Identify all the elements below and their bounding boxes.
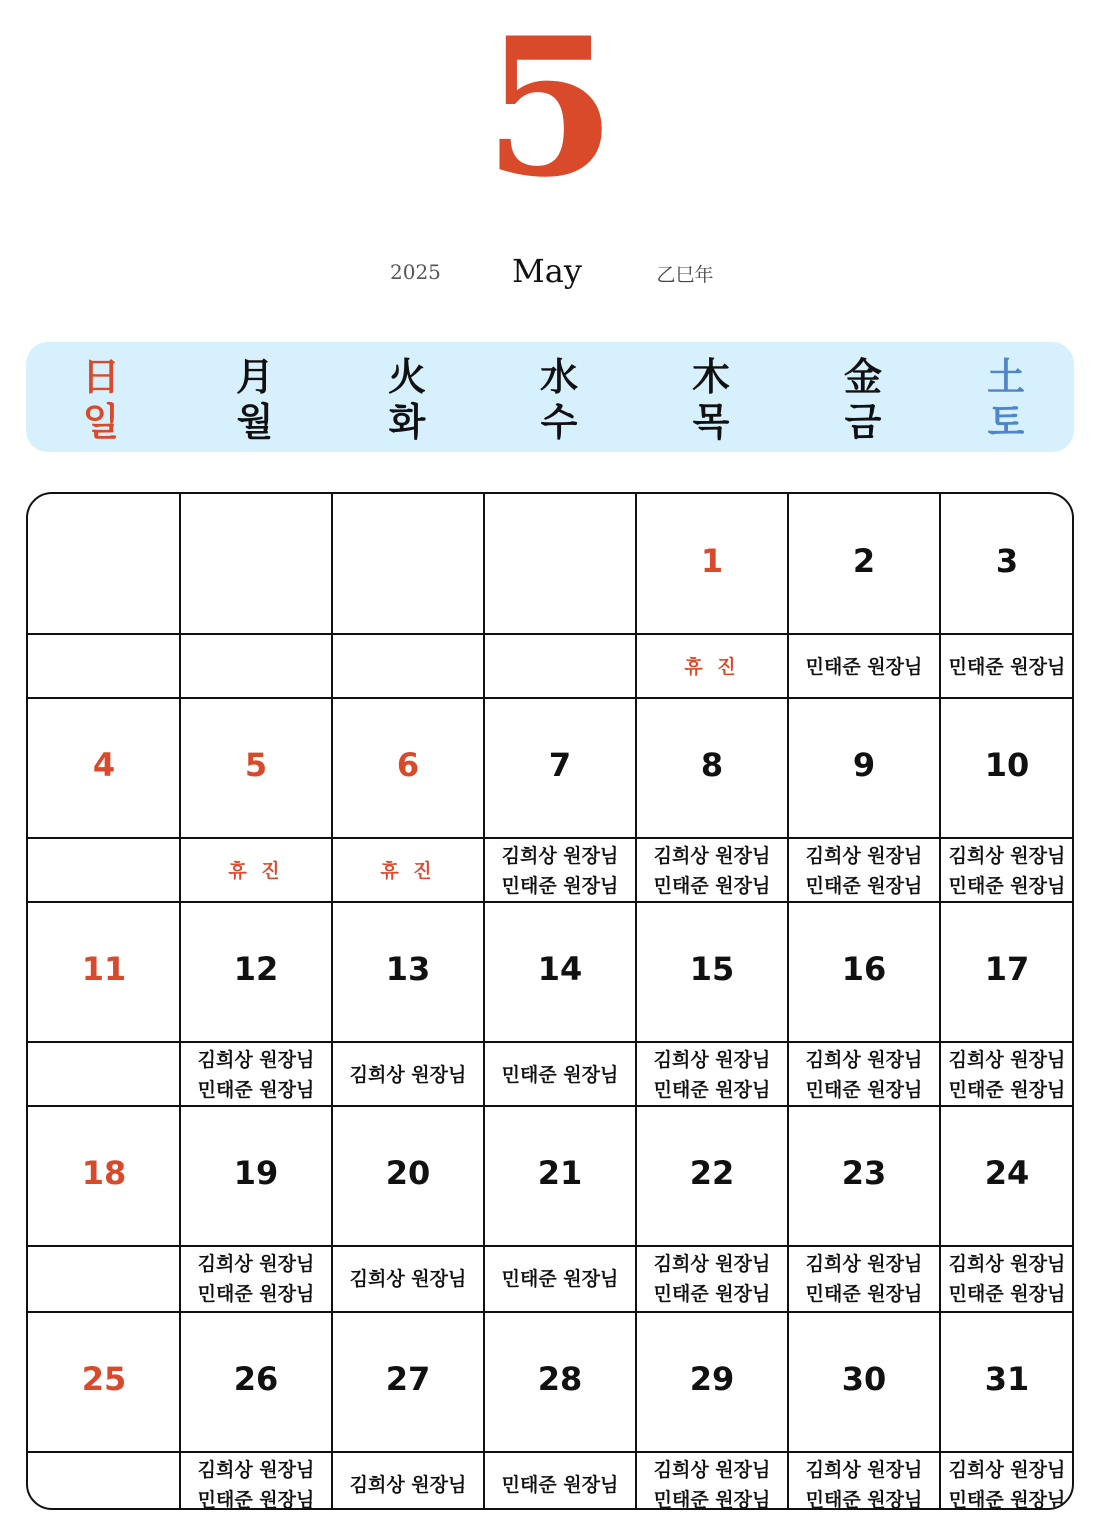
doctor-schedule-label: 김희상 원장님 (805, 845, 923, 867)
day-number: 6 (396, 746, 420, 784)
weekday-hanja: 火 (387, 354, 426, 399)
day-number: 12 (233, 950, 279, 988)
day-number: 3 (995, 542, 1019, 580)
doctor-schedule-label: 민태준 원장님 (197, 1079, 315, 1101)
day-number: 13 (385, 950, 431, 988)
doctor-schedule-label: 김희상 원장님 (653, 1459, 771, 1481)
doctor-schedule-label: 김희상 원장님 (805, 1459, 923, 1481)
weekday-korean: 화 (388, 400, 426, 444)
weekday-korean: 수 (540, 400, 578, 444)
month-name: May (512, 252, 582, 290)
grid-column-divider (179, 494, 181, 1508)
day-number: 27 (385, 1360, 431, 1398)
grid-column-divider (331, 494, 333, 1508)
weekday-wednesday (484, 354, 634, 444)
doctor-schedule-label: 김희상 원장님 (805, 1049, 923, 1071)
doctor-schedule-label: 민태준 원장님 (197, 1283, 315, 1305)
day-schedule (332, 838, 484, 904)
doctor-schedule-label: 민태준 원장님 (805, 656, 923, 678)
day-number: 23 (841, 1154, 887, 1192)
day-number: 16 (841, 950, 887, 988)
doctor-schedule-label: 민태준 원장님 (805, 1283, 923, 1305)
day-schedule (940, 1042, 1074, 1108)
month-subheader (0, 250, 1100, 294)
doctor-schedule-label: 민태준 원장님 (501, 875, 619, 897)
day-number: 31 (984, 1360, 1030, 1398)
day-number: 1 (700, 542, 724, 580)
day-schedule (484, 1042, 636, 1108)
day-schedule (484, 838, 636, 904)
day-number: 9 (852, 746, 876, 784)
day-number: 14 (537, 950, 583, 988)
doctor-schedule-label: 민태준 원장님 (501, 1064, 619, 1086)
day-number: 26 (233, 1360, 279, 1398)
doctor-schedule-label: 김희상 원장님 (653, 845, 771, 867)
doctor-schedule-label: 김희상 원장님 (349, 1064, 467, 1086)
day-number: 17 (984, 950, 1030, 988)
weekday-hanja: 日 (81, 354, 120, 399)
doctor-schedule-label: 민태준 원장님 (805, 1079, 923, 1101)
day-number: 24 (984, 1154, 1030, 1192)
day-number: 21 (537, 1154, 583, 1192)
day-schedule (940, 1246, 1074, 1312)
day-schedule (788, 1452, 940, 1510)
day-number: 25 (81, 1360, 127, 1398)
doctor-schedule-label: 민태준 원장님 (653, 1283, 771, 1305)
month-number: 5 (483, 0, 617, 219)
grid-column-divider (483, 494, 485, 1508)
calendar-grid (26, 492, 1074, 1510)
doctor-schedule-label: 민태준 원장님 (653, 875, 771, 897)
doctor-schedule-label: 민태준 원장님 (653, 1079, 771, 1101)
day-number: 20 (385, 1154, 431, 1192)
doctor-schedule-label: 김희상 원장님 (948, 1459, 1066, 1481)
doctor-schedule-label: 김희상 원장님 (197, 1253, 315, 1275)
weekday-thursday (636, 354, 786, 444)
day-schedule (788, 1246, 940, 1312)
day-number: 15 (689, 950, 735, 988)
doctor-schedule-label: 민태준 원장님 (197, 1489, 315, 1510)
ganji-year-label: 乙巳年 (656, 264, 714, 286)
day-schedule (636, 1042, 788, 1108)
day-number: 7 (548, 746, 572, 784)
doctor-schedule-label: 김희상 원장님 (805, 1253, 923, 1275)
doctor-schedule-label: 민태준 원장님 (501, 1474, 619, 1496)
doctor-schedule-label: 민태준 원장님 (805, 1489, 923, 1510)
day-schedule (788, 1042, 940, 1108)
weekday-hanja: 木 (691, 354, 730, 399)
doctor-schedule-label: 김희상 원장님 (501, 845, 619, 867)
year-label: 2025 (390, 260, 441, 284)
day-number: 11 (81, 950, 127, 988)
doctor-schedule-label: 김희상 원장님 (653, 1049, 771, 1071)
doctor-schedule-label: 민태준 원장님 (805, 875, 923, 897)
weekday-saturday (931, 354, 1081, 444)
day-schedule (940, 1452, 1074, 1510)
weekday-sunday (26, 354, 176, 444)
weekday-header (26, 342, 1074, 452)
doctor-schedule-label: 민태준 원장님 (948, 1283, 1066, 1305)
day-number: 29 (689, 1360, 735, 1398)
day-schedule (940, 838, 1074, 904)
weekday-korean: 월 (236, 400, 274, 444)
doctor-schedule-label: 김희상 원장님 (197, 1459, 315, 1481)
weekday-friday (788, 354, 938, 444)
weekday-korean: 목 (692, 400, 730, 444)
weekday-korean: 일 (82, 400, 120, 444)
day-number: 19 (233, 1154, 279, 1192)
weekday-tuesday (332, 354, 482, 444)
doctor-schedule-label: 김희상 원장님 (197, 1049, 315, 1071)
weekday-hanja: 金 (843, 354, 882, 399)
day-number: 4 (92, 746, 116, 784)
doctor-schedule-label: 민태준 원장님 (501, 1268, 619, 1290)
day-number: 10 (984, 746, 1030, 784)
doctor-schedule-label: 민태준 원장님 (948, 656, 1066, 678)
day-schedule (180, 1246, 332, 1312)
day-number: 22 (689, 1154, 735, 1192)
weekday-hanja: 土 (986, 354, 1025, 399)
closed-label: 휴 진 (684, 656, 740, 678)
day-schedule (636, 1246, 788, 1312)
weekday-hanja: 水 (539, 354, 578, 399)
weekday-korean: 금 (844, 400, 882, 444)
day-schedule (484, 1246, 636, 1312)
day-schedule (484, 1452, 636, 1510)
doctor-schedule-label: 김희상 원장님 (653, 1253, 771, 1275)
day-schedule (180, 838, 332, 904)
day-schedule (332, 1246, 484, 1312)
day-schedule (636, 634, 788, 700)
doctor-schedule-label: 김희상 원장님 (948, 1253, 1066, 1275)
doctor-schedule-label: 김희상 원장님 (349, 1268, 467, 1290)
day-number: 18 (81, 1154, 127, 1192)
day-schedule (332, 1042, 484, 1108)
day-schedule (636, 838, 788, 904)
day-number: 2 (852, 542, 876, 580)
doctor-schedule-label: 김희상 원장님 (948, 845, 1066, 867)
day-schedule (332, 1452, 484, 1510)
day-schedule (940, 634, 1074, 700)
day-schedule (788, 838, 940, 904)
day-schedule (180, 1452, 332, 1510)
closed-label: 휴 진 (228, 860, 284, 882)
doctor-schedule-label: 김희상 원장님 (948, 1049, 1066, 1071)
day-number: 28 (537, 1360, 583, 1398)
doctor-schedule-label: 민태준 원장님 (948, 875, 1066, 897)
doctor-schedule-label: 민태준 원장님 (948, 1489, 1066, 1510)
day-number: 5 (244, 746, 268, 784)
day-number: 8 (700, 746, 724, 784)
weekday-korean: 토 (987, 400, 1025, 444)
weekday-monday (180, 354, 330, 444)
day-schedule (636, 1452, 788, 1510)
closed-label: 휴 진 (380, 860, 436, 882)
doctor-schedule-label: 김희상 원장님 (349, 1474, 467, 1496)
day-schedule (180, 1042, 332, 1108)
doctor-schedule-label: 민태준 원장님 (653, 1489, 771, 1510)
day-schedule (788, 634, 940, 700)
doctor-schedule-label: 민태준 원장님 (948, 1079, 1066, 1101)
day-number: 30 (841, 1360, 887, 1398)
weekday-hanja: 月 (235, 354, 274, 399)
